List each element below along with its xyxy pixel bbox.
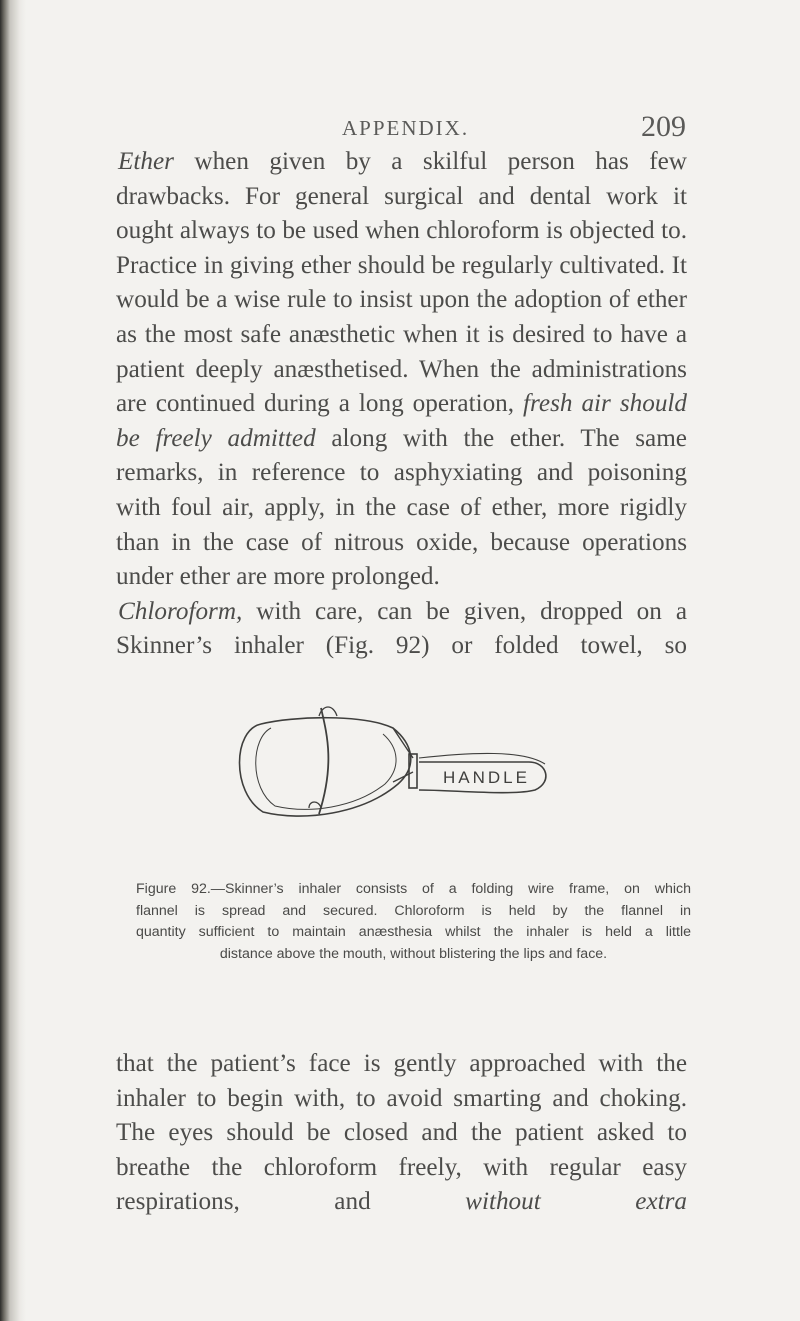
paragraph-chloroform — [116, 595, 687, 664]
paragraph-ether — [116, 145, 687, 595]
inhaler-illustration — [223, 704, 583, 824]
page-number: 209 — [641, 110, 686, 143]
inhaler-inner-rim — [256, 728, 396, 809]
inhaler-bottom-clip — [309, 802, 321, 808]
continuation-text: that the patient’s face is gently approached with the inhaler to begin with, to avoid smarting and choking. The eyes should be closed and the patient asked to breathe the chloroform freely, with regular easy respirations, and — [116, 1050, 687, 1216]
caption-line: distance above the mouth, without blistering the lips and face. — [219, 945, 608, 962]
ether-italic-phrase: fresh air should be freely admitted — [116, 390, 688, 452]
chloroform-lead-italic: Chloroform, — [118, 597, 243, 625]
inhaler-fold-wire — [319, 708, 328, 814]
running-head — [0, 110, 800, 150]
ether-lead-italic: Ether — [118, 148, 174, 175]
ether-text-b: along with the ether. The same remarks, in reference to asphyxiating and poisoning with foul air, apply, in the case of ether, more rigidly than in the case of nitrous oxide, because operations under ether are more prolonged. — [116, 424, 687, 591]
chapter-title: APPENDIX. — [342, 116, 470, 140]
caption-line: flannel is spread and secured. Chloroform is held by the flannel in — [136, 902, 691, 919]
ether-text-a: when given by a skilful person has few drawbacks. For general surgical and dental work it ought always to be used when chloroform is objected to. Practice in giving ether should be regularly cultivated. It would be a wise rule to insist upon the adoption of ether as the most safe anæsthetic when it is desired to have a patient deeply anæsthetised. When the administrations are continued during a long operation, — [116, 148, 687, 418]
chloroform-text: with care, can be given, dropped on a Skinner’s inhaler (Fig. 92) or folded towel, so — [116, 597, 687, 660]
inhaler-handle-strut-lower — [393, 772, 413, 782]
figure-skinners-inhaler — [223, 704, 583, 824]
paragraph-continuation — [116, 1047, 687, 1220]
main-text-upper — [116, 145, 687, 664]
handle-label: HANDLE — [443, 768, 530, 787]
continuation-italic: without extra — [465, 1188, 687, 1216]
caption-line: Figure 92.—Skinner’s inhaler consists of a folding wire frame, on which — [136, 881, 691, 897]
figure-caption — [136, 879, 691, 965]
main-text-lower — [116, 1047, 687, 1220]
caption-line: quantity sufficient to maintain anæsthesia whilst the inhaler is held a little — [136, 924, 691, 941]
